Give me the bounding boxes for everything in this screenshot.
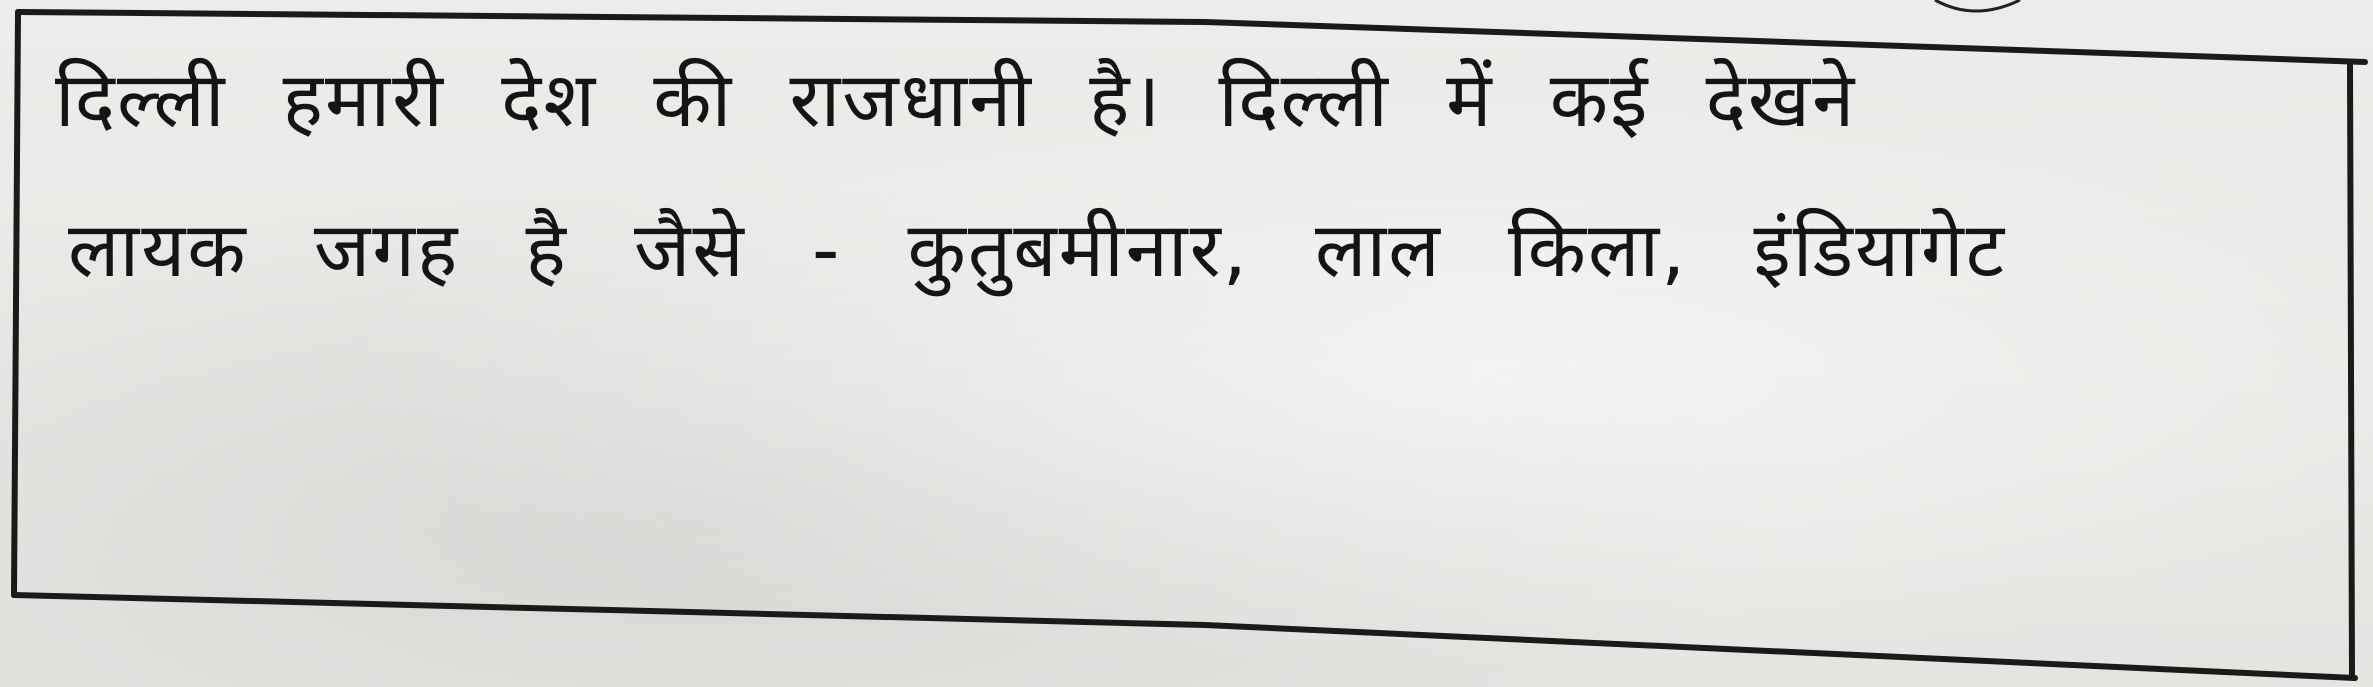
handwritten-line-2: लायक जगह है जैसे - कुतुबमीनार, लाल किला, इंडियागेट bbox=[68, 205, 2007, 294]
handwritten-line-1: दिल्ली हमारी देश की राजधानी है। दिल्ली में कई देखने bbox=[55, 55, 1857, 144]
